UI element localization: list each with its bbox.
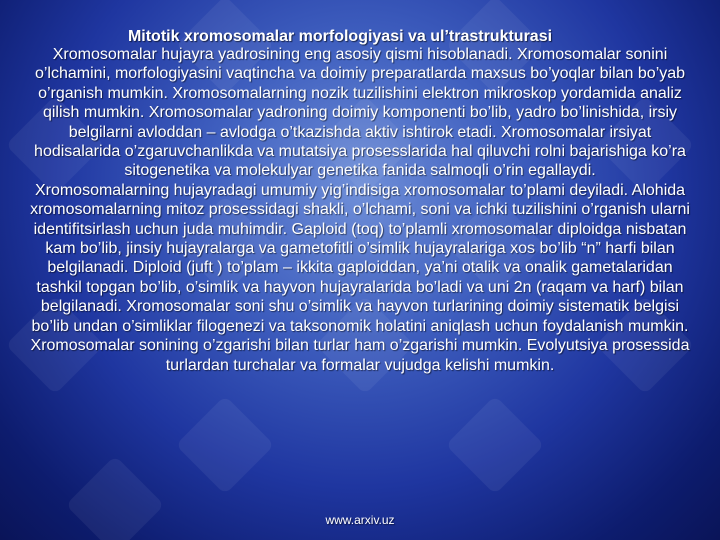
- slide-body: [30, 45, 690, 375]
- footer-url[interactable]: www.arxiv.uz: [325, 513, 395, 527]
- paragraph: Xromosomalar hujayra yadrosining eng asosiy qismi hisoblanadi. Xromosomalar sonini o’lchamini, morfologiyasini vaqtincha va doimiy preparatlarda maxsus bo’yoqlar bilan bo’yab o’rganish mumkin. Xromosomalarning nozik tuzilishini elektron mikroskop yordamida analiz qilish mumkin. Xromosomalar yadroning doimiy komponenti bo’lib, yadro bo’linishida, irsiy belgilarni avloddan – avlodga o’tkazishda aktiv ishtirok etadi. Xromosomalar irsiyat hodisalarida o’zgaruvchanlikda va mutatsiya prosesslarida hal qiluvchi rolni bajarishiga ko’ra sitogenetika va molekulyar genetika fanida salmoqli o’rin egallaydi.: [34, 46, 686, 180]
- paragraph: Xromosomalarning hujayradagi umumiy yig’indisiga xromosomalar to’plami deyiladi. Alohida xromosomalarning mitoz prosessidagi shakli, o’lchami, soni va ichki tuzilishini o’rganish ularni identifitsirlash uchun juda muhimdir. Gaploid (toq) to’plamli xromosomalar diploidga nisbatan kam bo’lib, jinsiy hujayralarga va gametofitli o’simlik hujayralariga xos bo’lib “n” harfi bilan belgilanadi. Diploid (juft ) to’plam – ikkita gaploiddan, ya’ni otalik va onalik gametalaridan tashkil topgan bo’lib, o’simlik va hayvon hujayralarida bo’ladi va uni 2n (raqam va harf) bilan belgilanadi. Xromosomalar soni shu o’simlik va hayvon turlarining doimiy sistematik belgisi bo’lib undan o’simliklar filogenezi va taksonomik holatini aniqlash uchun foydalanish mumkin. Xromosomalar sonining o’zgarishi bilan turlar ham o’zgarishi mumkin. Evolyutsiya prosessida turlardan turchalar va formalar vujudga kelishi mumkin.: [30, 181, 690, 374]
- slide-title: Mitotik xromosomalar morfologiyasi va ul’trastrukturasi: [127, 28, 553, 45]
